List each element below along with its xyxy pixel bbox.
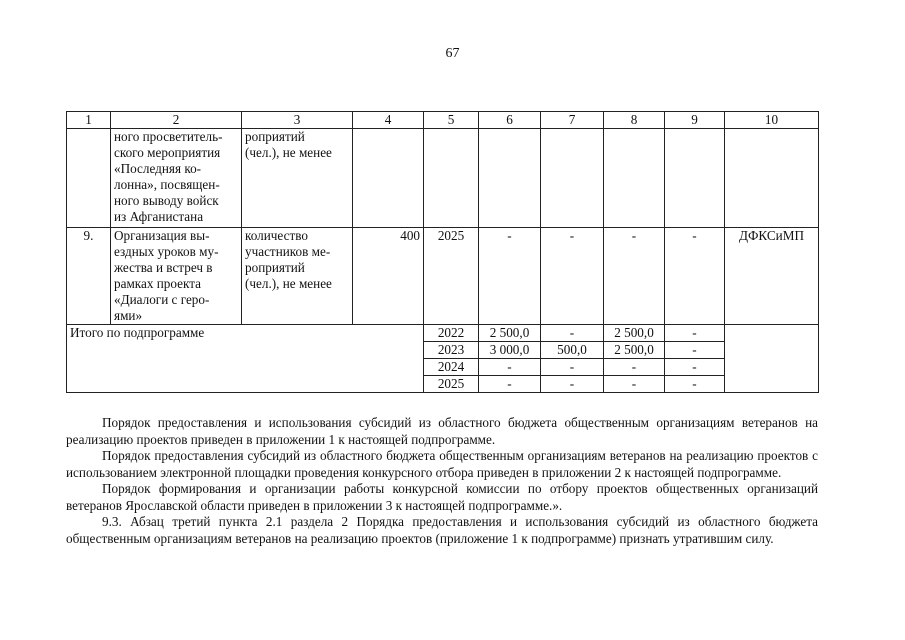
cell-line: количество — [245, 228, 308, 243]
header-cell: 4 — [353, 112, 424, 129]
totals-cell: - — [665, 325, 725, 342]
page-number: 67 — [445, 46, 460, 61]
cell-line: (чел.), не менее — [245, 145, 332, 160]
year-cell: 2025 — [424, 228, 479, 325]
cell-line: «Последняя ко- — [114, 161, 202, 176]
table-cell — [725, 129, 819, 228]
header-cell: 9 — [665, 112, 725, 129]
cell-line: (чел.), не менее — [245, 276, 332, 291]
totals-cell: 3 000,0 — [479, 342, 541, 359]
header-cell: 6 — [479, 112, 541, 129]
cell-line: ского мероприятия — [114, 145, 221, 160]
table-cell: - — [604, 228, 665, 325]
totals-cell: - — [665, 342, 725, 359]
totals-cell: - — [604, 359, 665, 376]
cell-line: лонна», посвящен- — [114, 177, 220, 192]
cell-line: рамках проекта — [114, 276, 202, 291]
paragraph: Порядок формирования и организации работы конкурсной комиссии по отбору проектов общественных организаций ветеранов Ярославской области приведен в приложении 3 к настоящей подпрограмме.». — [66, 481, 818, 513]
indicator-cell — [242, 228, 353, 325]
paragraph: Порядок предоставления и использования субсидий из областного бюджета общественным организациям ветеранов на реализацию проектов приведен в приложении 1 к настоящей подпрограмме. — [66, 415, 818, 447]
totals-cell: - — [604, 376, 665, 393]
totals-cell: 2 500,0 — [479, 325, 541, 342]
cell-line: из Афганистана — [114, 209, 204, 224]
table-cell: - — [541, 228, 604, 325]
totals-year: 2024 — [424, 359, 479, 376]
header-cell: 2 — [111, 112, 242, 129]
totals-row — [67, 325, 819, 342]
totals-year: 2025 — [424, 376, 479, 393]
totals-cell: - — [479, 376, 541, 393]
cell-line: роприятий — [245, 260, 305, 275]
cell-line: ного выводу войск — [114, 193, 219, 208]
totals-cell: - — [541, 359, 604, 376]
table-cell — [67, 129, 111, 228]
body-text — [66, 415, 818, 547]
table-row-9 — [67, 228, 819, 325]
paragraph: Порядок предоставления субсидий из областного бюджета общественным организациям ветеранов на реализацию проектов с использованием электронной площадки проведения конкурсного отбора приведен в приложении 2 к настоящей подпрограмме. — [66, 448, 818, 480]
header-cell: 7 — [541, 112, 604, 129]
cell-line: жества и встреч в — [114, 260, 213, 275]
totals-cell: 2 500,0 — [604, 325, 665, 342]
totals-cell: - — [665, 359, 725, 376]
totals-cell: - — [665, 376, 725, 393]
indicator-value: 400 — [353, 228, 424, 325]
cell-line: участников ме- — [245, 244, 331, 259]
table-cell: - — [665, 228, 725, 325]
executor-cell: ДФКСиМП — [725, 228, 819, 325]
totals-label: Итого по подпрограмме — [67, 325, 424, 393]
cell-line: роприятий — [245, 129, 305, 144]
cell-line: ездных уроков му- — [114, 244, 219, 259]
cell-line: Организация вы- — [114, 228, 210, 243]
cell-line: ного просветитель- — [114, 129, 223, 144]
table-cell: - — [479, 228, 541, 325]
totals-year: 2023 — [424, 342, 479, 359]
table-cell — [353, 129, 424, 228]
subprogram-table — [66, 111, 819, 393]
table-cell — [665, 129, 725, 228]
indicator-cell — [242, 129, 353, 228]
header-cell: 8 — [604, 112, 665, 129]
table-row-continued — [67, 129, 819, 228]
table-cell — [541, 129, 604, 228]
event-name-cell — [111, 129, 242, 228]
header-cell: 3 — [242, 112, 353, 129]
totals-year: 2022 — [424, 325, 479, 342]
event-name-cell — [111, 228, 242, 325]
totals-cell: - — [479, 359, 541, 376]
table-cell — [424, 129, 479, 228]
table-cell — [479, 129, 541, 228]
header-row — [67, 112, 819, 129]
totals-cell: - — [541, 325, 604, 342]
totals-cell: 2 500,0 — [604, 342, 665, 359]
cell-line: «Диалоги с геро- — [114, 292, 210, 307]
row-number: 9. — [67, 228, 111, 325]
header-cell: 1 — [67, 112, 111, 129]
header-cell: 5 — [424, 112, 479, 129]
totals-empty-cell — [725, 325, 819, 393]
totals-cell: 500,0 — [541, 342, 604, 359]
totals-cell: - — [541, 376, 604, 393]
cell-line: ями» — [114, 308, 143, 323]
paragraph: 9.3. Абзац третий пункта 2.1 раздела 2 Порядка предоставления и использования субсидий из областного бюджета общественным организациям ветеранов на реализацию проектов (приложение 1 к подпрограмме) признать утратившим силу. — [66, 514, 818, 546]
table-cell — [604, 129, 665, 228]
header-cell: 10 — [725, 112, 819, 129]
